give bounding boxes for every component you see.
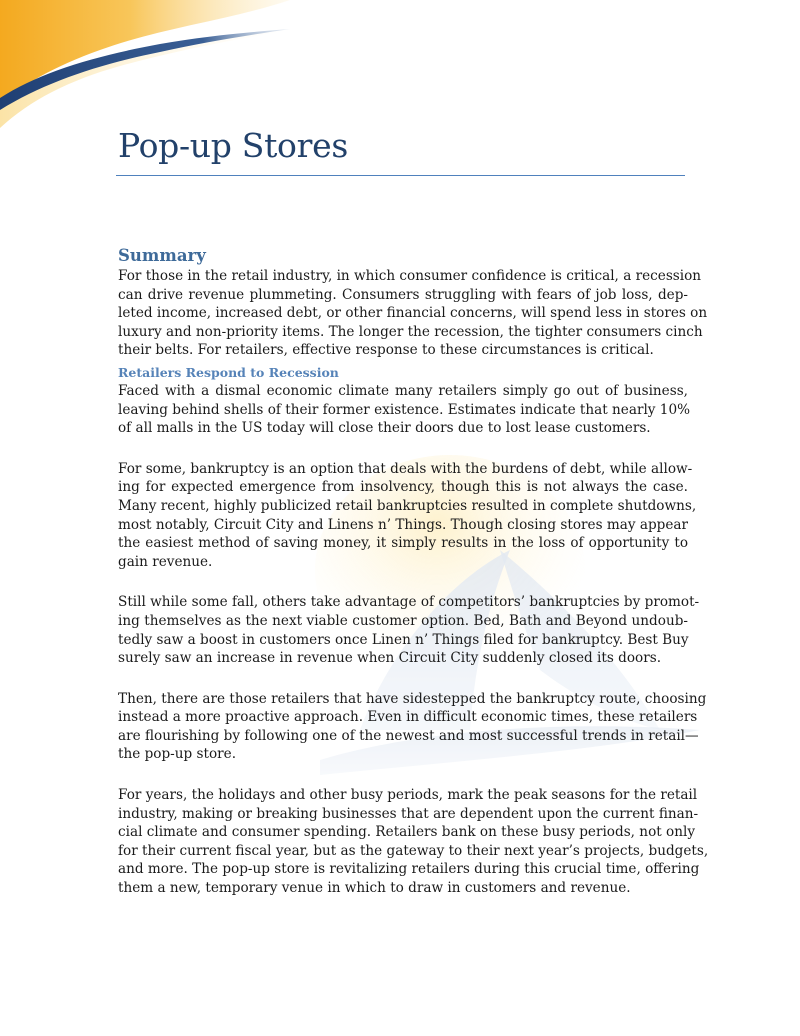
text-line: luxury and non-priority items. The longer the recession, the tighter consumers cinch	[118, 323, 703, 340]
document-body	[118, 245, 709, 898]
section-heading-summary: Summary	[118, 246, 206, 265]
text-line: ing themselves as the next viable customer option. Bed, Bath and Beyond undoub-	[118, 612, 688, 629]
text-line: can drive revenue plummeting. Consumers struggling with fears of job loss, dep-	[118, 286, 688, 303]
text-line: cial climate and consumer spending. Retailers bank on these busy periods, not only	[118, 824, 695, 841]
text-line: For some, bankruptcy is an option that deals with the burdens of debt, while allow-	[118, 460, 693, 477]
text-line: of all malls in the US today will close their doors due to lost lease customers.	[118, 420, 651, 437]
section-heading-retailers-respond: Retailers Respond to Recession	[118, 364, 339, 380]
text-line: surely saw an increase in revenue when Circuit City suddenly closed its doors.	[118, 650, 662, 667]
paragraph-summary	[118, 267, 708, 360]
text-line: Still while some fall, others take advantage of competitors’ bankruptcies by promot-	[118, 594, 700, 611]
text-line: and more. The pop-up store is revitalizing retailers during this crucial time, offering	[118, 861, 700, 878]
paragraph-competitor-advantage	[118, 593, 700, 667]
text-line: industry, making or breaking businesses that are dependent upon the current finan-	[118, 805, 699, 822]
text-line: leted income, increased debt, or other financial concerns, will spend less in stores on	[118, 305, 708, 322]
paragraph-dismal-climate	[118, 382, 691, 438]
text-line: leaving behind shells of their former existence. Estimates indicate that nearly 10%	[118, 401, 691, 418]
text-line: Then, there are those retailers that have sidestepped the bankruptcy route, choosing	[118, 690, 707, 707]
text-line: them a new, temporary venue in which to draw in customers and revenue.	[118, 880, 631, 897]
paragraph-peak-seasons	[118, 786, 709, 898]
corner-swoosh-graphic	[0, 0, 300, 135]
text-line: For years, the holidays and other busy periods, mark the peak seasons for the retail	[118, 787, 698, 804]
text-line: Faced with a dismal economic climate many retailers simply go out of business,	[118, 382, 688, 399]
paragraph-bankruptcy-option	[118, 460, 697, 572]
title-underline-rule	[116, 175, 685, 176]
text-line: For those in the retail industry, in which consumer confidence is critical, a recession	[118, 268, 702, 284]
text-line: tedly saw a boost in customers once Linen n’ Things filed for bankruptcy. Best Buy	[118, 631, 689, 648]
text-line: Many recent, highly publicized retail bankruptcies resulted in complete shutdowns,	[118, 497, 697, 514]
text-line: the pop-up store.	[118, 746, 237, 763]
text-line: most notably, Circuit City and Linens n’ Things. Though closing stores may appear	[118, 516, 689, 533]
text-line: ing for expected emergence from insolvency, though this is not always the case.	[118, 479, 688, 496]
text-line: instead a more proactive approach. Even in difficult economic times, these retailers	[118, 709, 698, 726]
page-title: Pop-up Stores	[118, 126, 348, 165]
text-line: gain revenue.	[118, 553, 213, 570]
text-line: are flourishing by following one of the newest and most successful trends in retail—	[118, 727, 699, 744]
text-line: the easiest method of saving money, it simply results in the loss of opportunity to	[118, 535, 688, 552]
text-line: for their current fiscal year, but as the gateway to their next year’s projects, budgets,	[118, 842, 709, 859]
text-line: their belts. For retailers, effective response to these circumstances is critical.	[118, 342, 654, 359]
paragraph-proactive-approach	[118, 690, 707, 764]
